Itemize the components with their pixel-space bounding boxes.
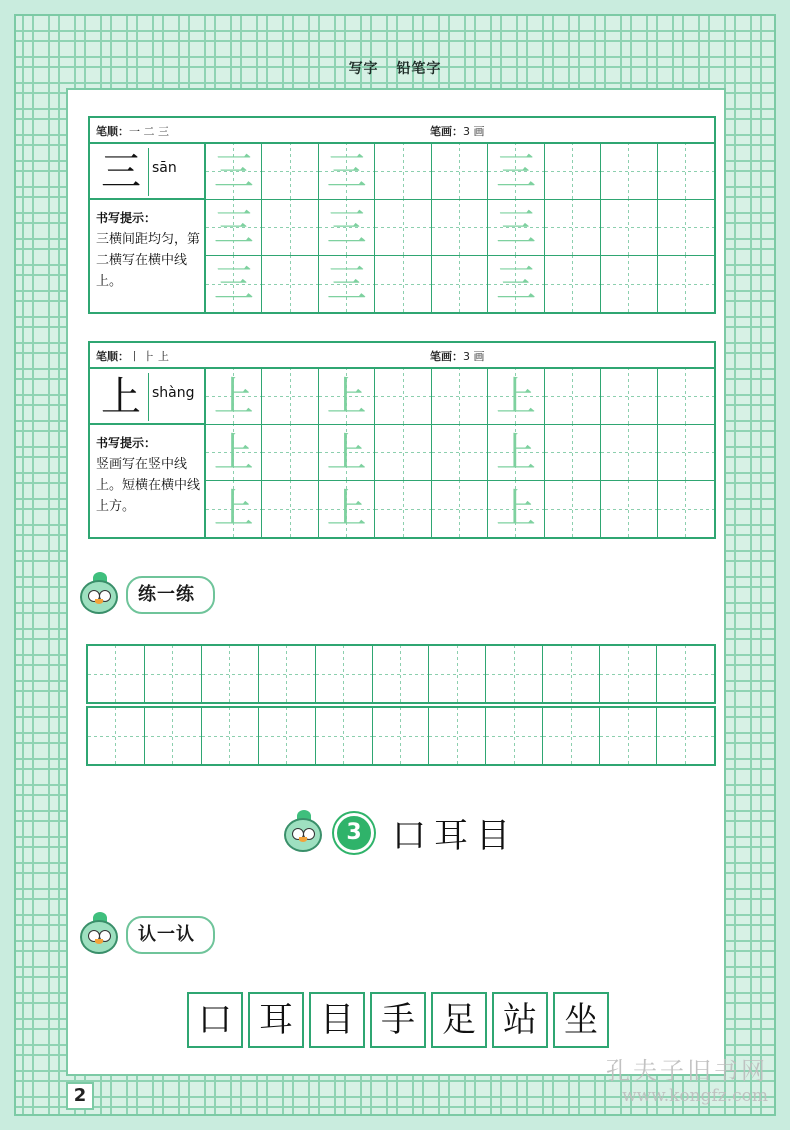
stroke-count: 笔画：3 画 xyxy=(430,350,485,363)
grid-cell[interactable] xyxy=(262,200,318,256)
writing-tip xyxy=(96,208,200,292)
tip-text: 竖画写在竖中线上。短横在横中线上方。 xyxy=(96,457,201,514)
grid-cell[interactable] xyxy=(488,200,544,256)
grid-cell[interactable] xyxy=(488,369,544,425)
trace-char: 三 xyxy=(326,261,367,307)
pinyin: sān xyxy=(152,160,177,176)
grid-cell[interactable] xyxy=(601,200,657,256)
grid-cell[interactable] xyxy=(319,481,375,537)
practice-grid[interactable] xyxy=(204,369,714,537)
grid-cell[interactable] xyxy=(259,646,316,702)
table-info-row xyxy=(90,118,714,144)
trace-char: 三 xyxy=(213,205,254,251)
trace-char: 上 xyxy=(326,374,367,420)
watermark-line1: 孔夫子旧书网 xyxy=(606,1057,768,1085)
trace-char: 上 xyxy=(495,486,536,532)
grid-cell[interactable] xyxy=(545,256,601,312)
grid-cell[interactable] xyxy=(262,425,318,481)
grid-cell[interactable] xyxy=(432,200,488,256)
grid-cell[interactable] xyxy=(262,256,318,312)
grid-cell[interactable] xyxy=(488,144,544,200)
practice-section-label xyxy=(76,572,215,618)
grid-cell[interactable] xyxy=(259,708,316,764)
recognize-chars xyxy=(187,992,614,1048)
grid-cell[interactable] xyxy=(658,256,714,312)
trace-char: 三 xyxy=(213,261,254,307)
header-left: 写字 xyxy=(348,61,379,77)
model-char: 上 xyxy=(94,373,149,421)
grid-cell[interactable] xyxy=(88,708,145,764)
trace-char: 三 xyxy=(495,149,536,195)
trace-char: 上 xyxy=(495,374,536,420)
grid-cell[interactable] xyxy=(206,425,262,481)
grid-cell[interactable] xyxy=(488,481,544,537)
grid-cell[interactable] xyxy=(658,144,714,200)
grid-cell[interactable] xyxy=(545,144,601,200)
grid-cell[interactable] xyxy=(658,481,714,537)
stroke-order: 笔顺：丨 ⺊ 上 xyxy=(96,350,169,363)
char-box: 目 xyxy=(309,992,365,1048)
grid-cell[interactable] xyxy=(432,481,488,537)
grid-cell[interactable] xyxy=(429,646,486,702)
page-header xyxy=(0,58,790,78)
grid-cell[interactable] xyxy=(375,256,431,312)
grid-cell[interactable] xyxy=(262,481,318,537)
grid-cell[interactable] xyxy=(657,708,714,764)
bird-reading-icon xyxy=(280,810,326,856)
char-box: 站 xyxy=(492,992,548,1048)
recognize-section-label xyxy=(76,912,215,958)
grid-cell[interactable] xyxy=(486,708,543,764)
grid-cell[interactable] xyxy=(262,369,318,425)
grid-cell[interactable] xyxy=(206,144,262,200)
writing-table-san xyxy=(88,116,716,314)
stroke-count: 笔画：3 画 xyxy=(430,125,485,138)
header-right: 铅笔字 xyxy=(396,61,442,77)
grid-cell[interactable] xyxy=(145,646,202,702)
char-box: 坐 xyxy=(553,992,609,1048)
page-number: 2 xyxy=(66,1082,94,1110)
practice-row-2[interactable] xyxy=(86,706,716,766)
grid-cell[interactable] xyxy=(373,708,430,764)
grid-cell[interactable] xyxy=(429,708,486,764)
trace-char: 上 xyxy=(213,486,254,532)
lesson-number: 3 xyxy=(334,813,374,853)
grid-cell[interactable] xyxy=(545,369,601,425)
bird-mascot-icon xyxy=(76,572,122,618)
grid-cell[interactable] xyxy=(262,144,318,200)
lesson-heading xyxy=(280,808,518,857)
char-box: 足 xyxy=(431,992,487,1048)
watermark-line2: www.kongfz.com xyxy=(622,1086,768,1106)
grid-cell[interactable] xyxy=(319,144,375,200)
lesson-title: 口耳目 xyxy=(392,816,518,856)
char-box: 耳 xyxy=(248,992,304,1048)
table-info-row xyxy=(90,343,714,369)
recognize-label: 认一认 xyxy=(126,916,215,954)
grid-cell[interactable] xyxy=(319,200,375,256)
grid-cell[interactable] xyxy=(432,144,488,200)
trace-char: 三 xyxy=(495,261,536,307)
char-cell xyxy=(90,369,204,425)
grid-cell[interactable] xyxy=(319,369,375,425)
grid-cell[interactable] xyxy=(145,708,202,764)
writing-tip xyxy=(96,433,200,517)
watermark xyxy=(606,1051,768,1106)
grid-cell[interactable] xyxy=(319,425,375,481)
tip-title: 书写提示： xyxy=(96,211,157,225)
trace-char: 三 xyxy=(326,205,367,251)
grid-cell[interactable] xyxy=(316,708,373,764)
grid-cell[interactable] xyxy=(206,256,262,312)
pinyin: shàng xyxy=(152,385,195,401)
trace-char: 三 xyxy=(495,205,536,251)
trace-char: 上 xyxy=(326,486,367,532)
tip-text: 三横间距均匀，第二横写在横中线上。 xyxy=(96,232,201,289)
practice-label: 练一练 xyxy=(126,576,215,614)
grid-cell[interactable] xyxy=(486,646,543,702)
grid-cell[interactable] xyxy=(206,481,262,537)
trace-char: 三 xyxy=(326,149,367,195)
grid-cell[interactable] xyxy=(206,200,262,256)
writing-table-shang xyxy=(88,341,716,539)
char-box: 手 xyxy=(370,992,426,1048)
practice-grid[interactable] xyxy=(204,144,714,312)
trace-char: 上 xyxy=(213,374,254,420)
grid-cell[interactable] xyxy=(202,646,259,702)
grid-cell[interactable] xyxy=(432,256,488,312)
grid-cell[interactable] xyxy=(375,144,431,200)
grid-cell[interactable] xyxy=(375,481,431,537)
char-cell xyxy=(90,144,204,200)
grid-cell[interactable] xyxy=(543,708,600,764)
grid-cell[interactable] xyxy=(658,200,714,256)
trace-char: 上 xyxy=(326,430,367,476)
grid-cell[interactable] xyxy=(202,708,259,764)
stroke-order: 笔顺：一 二 三 xyxy=(96,125,169,138)
char-box: 口 xyxy=(187,992,243,1048)
model-char: 三 xyxy=(94,148,149,196)
grid-cell[interactable] xyxy=(601,256,657,312)
grid-cell[interactable] xyxy=(545,200,601,256)
grid-cell[interactable] xyxy=(88,646,145,702)
grid-cell[interactable] xyxy=(545,481,601,537)
grid-cell[interactable] xyxy=(545,425,601,481)
grid-cell[interactable] xyxy=(316,646,373,702)
grid-cell[interactable] xyxy=(658,425,714,481)
bird-mascot-icon xyxy=(76,912,122,958)
grid-cell[interactable] xyxy=(373,646,430,702)
grid-cell[interactable] xyxy=(543,646,600,702)
grid-cell[interactable] xyxy=(601,144,657,200)
grid-cell[interactable] xyxy=(658,369,714,425)
grid-cell[interactable] xyxy=(601,481,657,537)
trace-char: 上 xyxy=(495,430,536,476)
grid-cell[interactable] xyxy=(488,425,544,481)
grid-cell[interactable] xyxy=(600,646,657,702)
trace-char: 三 xyxy=(213,149,254,195)
tip-title: 书写提示： xyxy=(96,436,157,450)
grid-cell[interactable] xyxy=(601,369,657,425)
practice-row-1[interactable] xyxy=(86,644,716,704)
trace-char: 上 xyxy=(213,430,254,476)
grid-cell[interactable] xyxy=(657,646,714,702)
grid-cell[interactable] xyxy=(601,425,657,481)
grid-cell[interactable] xyxy=(206,369,262,425)
grid-cell[interactable] xyxy=(375,369,431,425)
grid-cell[interactable] xyxy=(319,256,375,312)
grid-cell[interactable] xyxy=(432,425,488,481)
grid-cell[interactable] xyxy=(600,708,657,764)
grid-cell[interactable] xyxy=(375,425,431,481)
grid-cell[interactable] xyxy=(488,256,544,312)
grid-cell[interactable] xyxy=(375,200,431,256)
grid-cell[interactable] xyxy=(432,369,488,425)
